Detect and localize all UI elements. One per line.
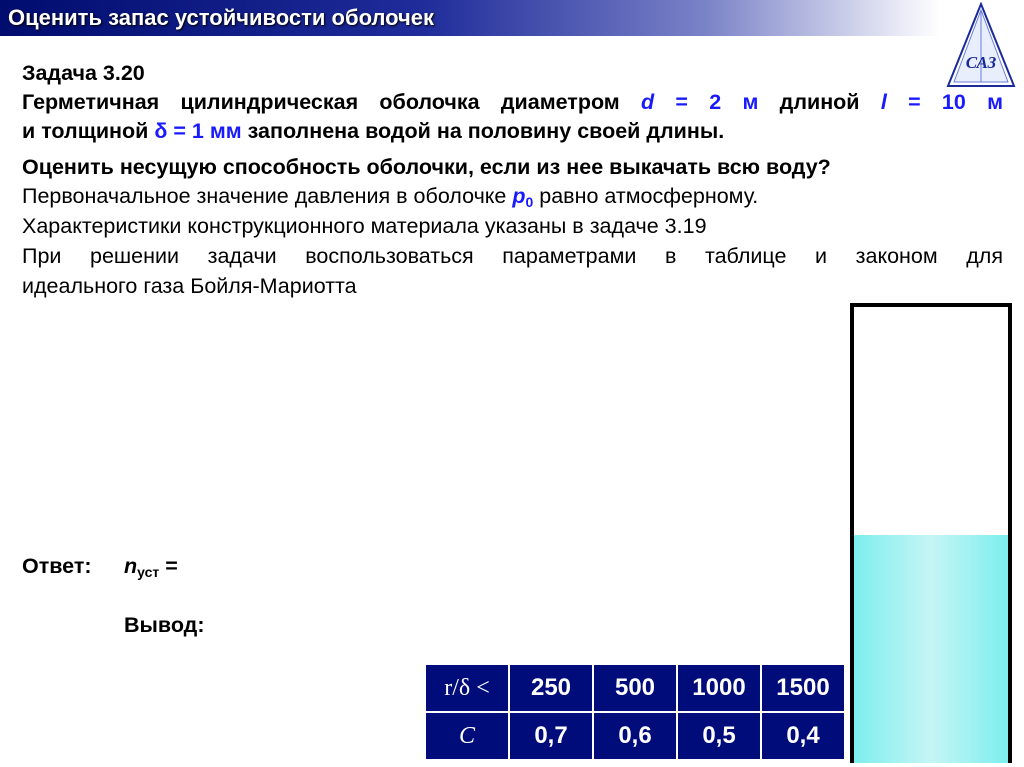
table-cell: 250: [509, 664, 593, 712]
table-cell: 1000: [677, 664, 761, 712]
table-row: [425, 664, 845, 712]
conclusion-label: Вывод:: [124, 613, 205, 637]
pyramid-logo-icon: [946, 2, 1016, 88]
parameters-table: [424, 663, 846, 761]
table-cell: 1500: [761, 664, 845, 712]
material-line: Характеристики конструкционного материала указаны в задаче 3.19: [22, 214, 707, 238]
answer-formula: $n_{уст}$ =: [124, 554, 178, 580]
title-bar: [0, 0, 940, 36]
table-row: [425, 712, 845, 760]
logo-letters: САЗ: [965, 53, 997, 72]
table-cell: 0,7: [509, 712, 593, 760]
hint-line-2: идеального газа Бойля-Мариотта: [22, 274, 357, 298]
task-line-2: и толщиной δ = 1 мм заполнена водой на половину своей длины.: [22, 119, 725, 143]
slide-title: Оценить запас устойчивости оболочек: [8, 5, 435, 30]
table-cell: 500: [593, 664, 677, 712]
task-line-1: Герметичная цилиндрическая оболочка диаметром d = 2 м длиной l = 10 м: [22, 90, 1004, 114]
shell-container: [850, 303, 1012, 763]
table-cell: 0,6: [593, 712, 677, 760]
table-header-cell: r/δ <: [425, 664, 509, 712]
table-cell: 0,5: [677, 712, 761, 760]
table-header-cell: C: [425, 712, 509, 760]
pressure-line: Первоначальное значение давления в оболочке $p_0$ равно атмосферному.: [22, 184, 759, 210]
task-question: Оценить несущую способность оболочки, если из нее выкачать всю воду?: [22, 155, 831, 179]
answer-label: Ответ:: [22, 554, 92, 578]
water-fill: [854, 535, 1008, 763]
hint-line-1: При решении задачи воспользоваться параметрами в таблице и законом для: [22, 244, 1003, 268]
task-number: Задача 3.20: [22, 61, 145, 85]
table-cell: 0,4: [761, 712, 845, 760]
